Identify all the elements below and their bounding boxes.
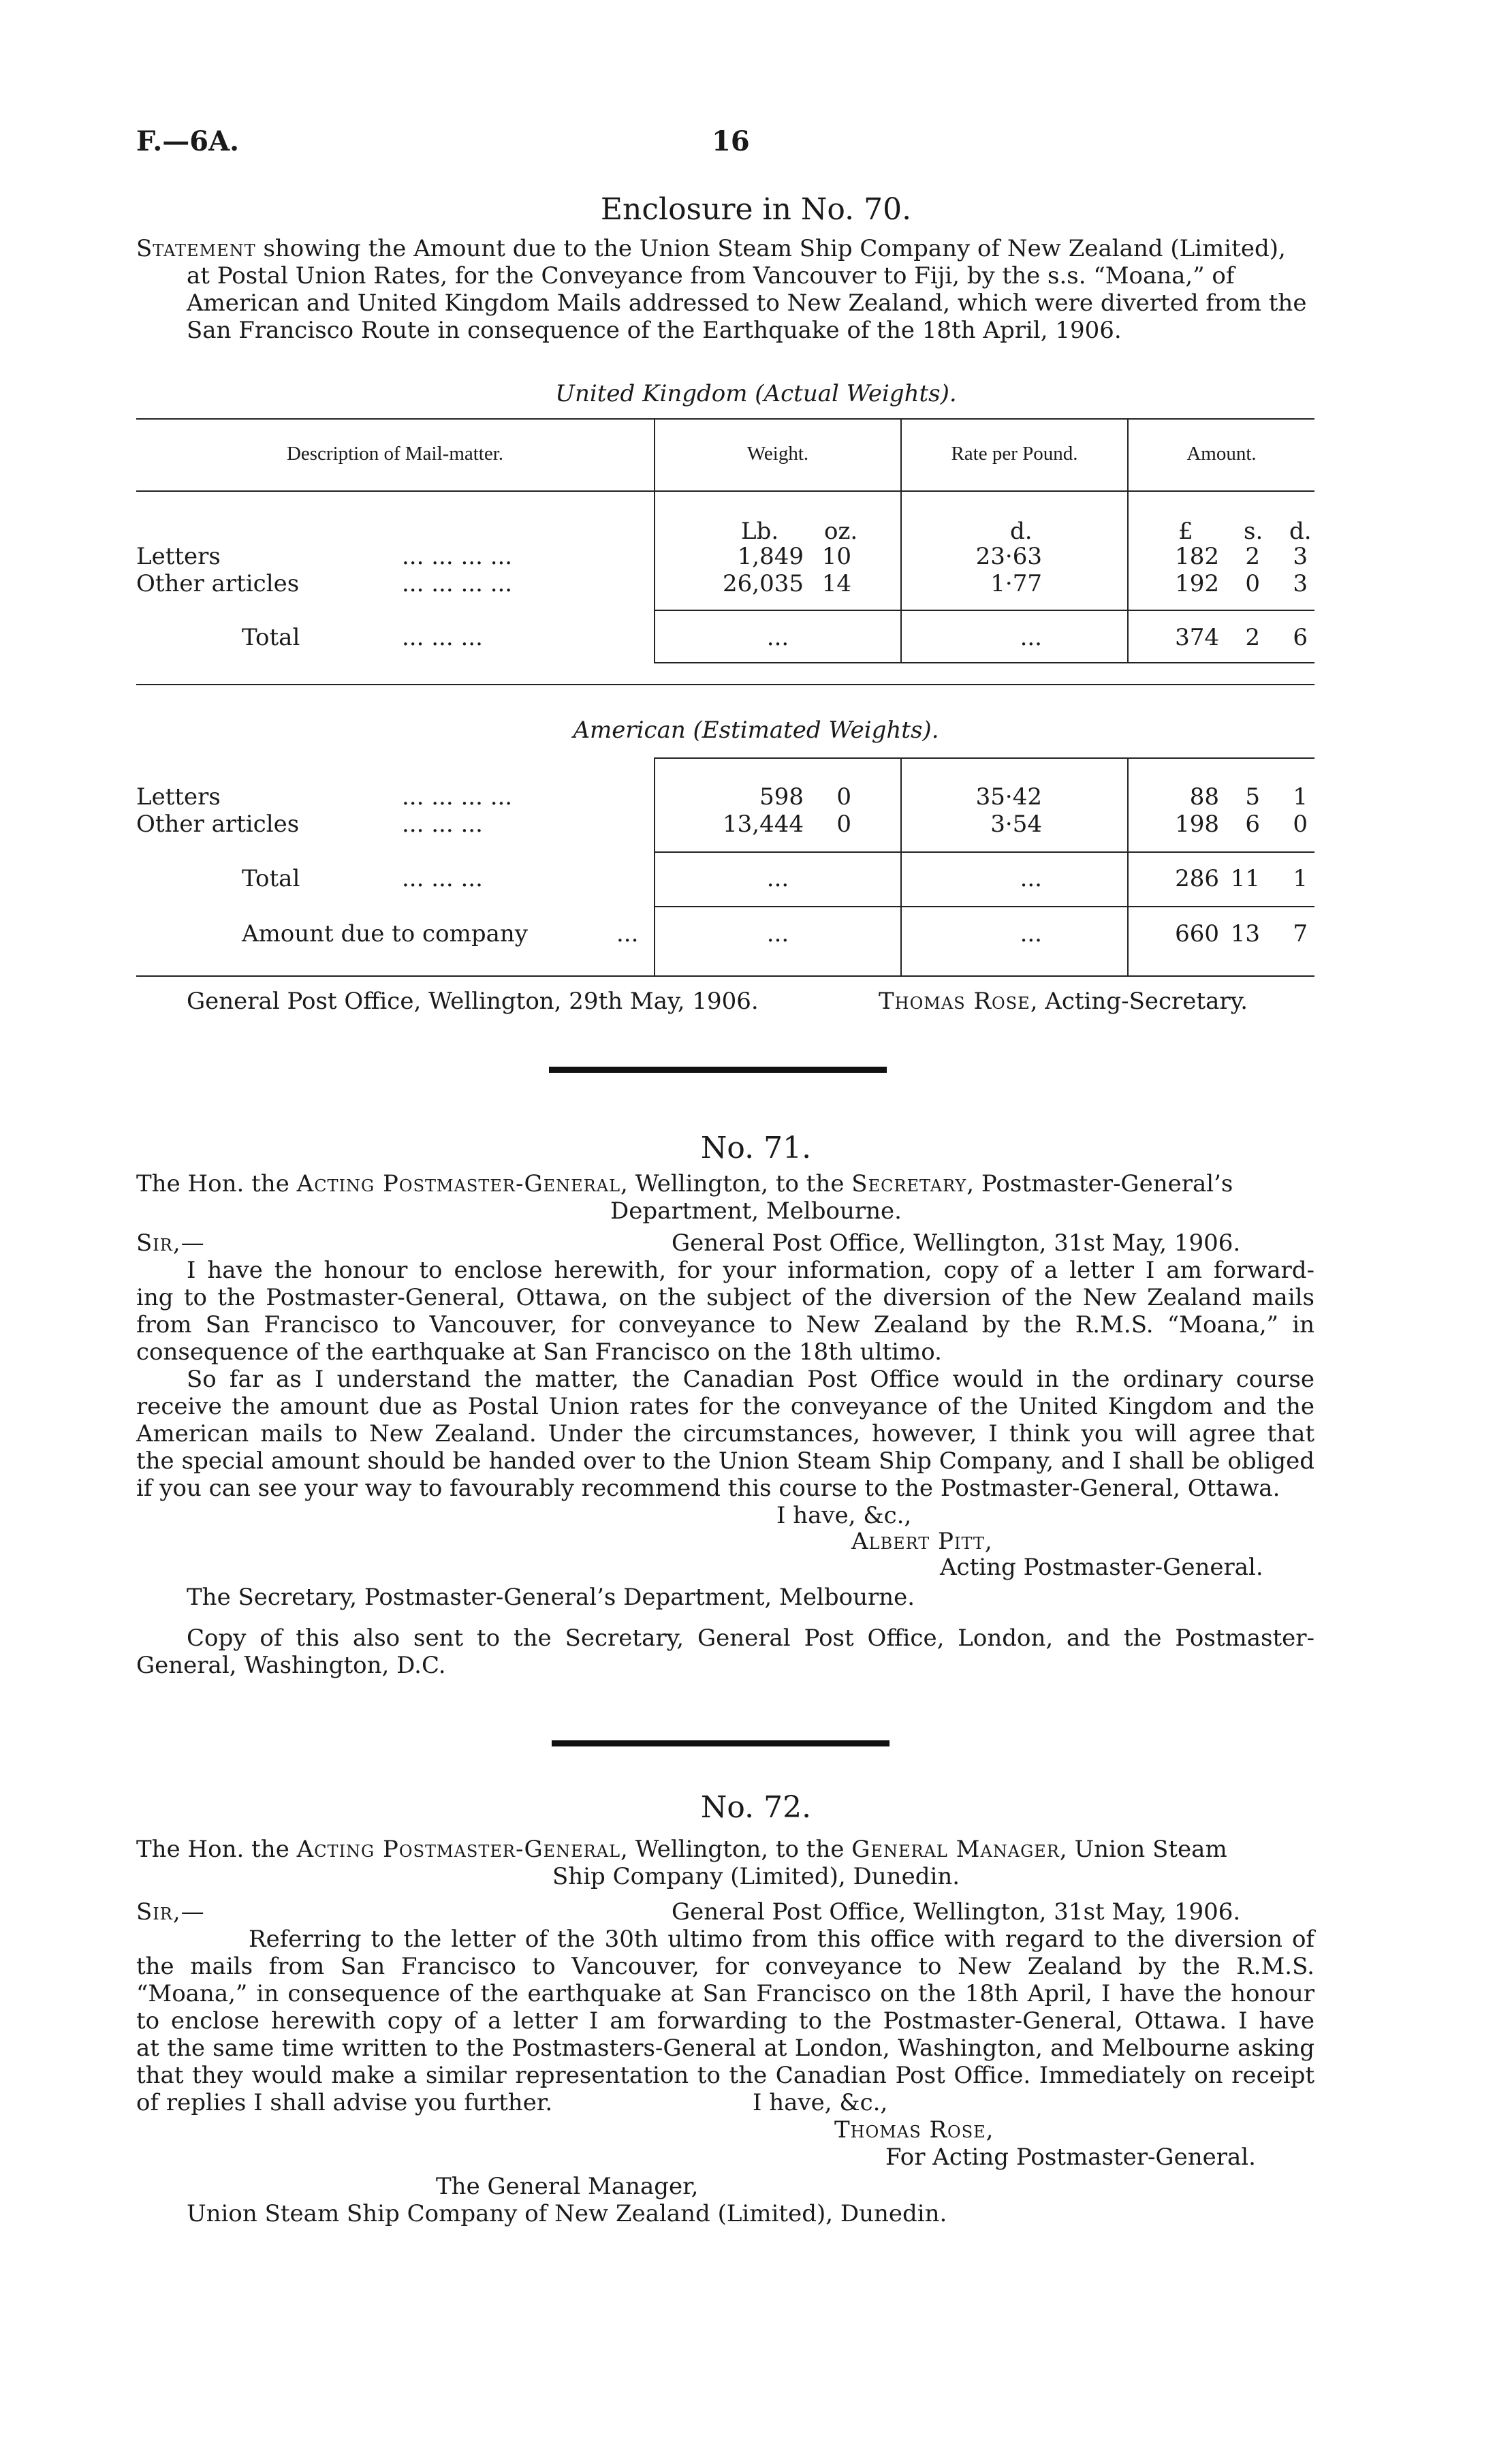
letter-71-p1-line-4: consequence of the earthquake at San Francisco on the 18th ultimo. (136, 1338, 942, 1366)
row-label: Amount due to company (242, 920, 528, 947)
letter-72-dateline: General Post Office, Wellington, 31st May, 1906. (672, 1898, 1241, 1926)
row-dots: ... ... ... ... (402, 543, 513, 570)
column-header-weight: Weight. (746, 443, 809, 465)
address-department: , Postmaster-General’s (966, 1170, 1233, 1197)
statement-line-4: San Francisco Route in consequence of the Earthquake of the 18th April, 1906. (187, 317, 1122, 344)
letter-71-p2-line-2: receive the amount due as Postal Union rates for the conveyance of the United Kingdom and the (136, 1393, 1314, 1420)
enclosure-place-date: General Post Office, Wellington, 29th May, 1906. (187, 988, 759, 1015)
unit-oz: oz. (824, 518, 858, 545)
amount-pence: 1 (1293, 865, 1308, 892)
amount-shillings: 2 (1245, 624, 1260, 651)
amount-pence: 7 (1293, 920, 1308, 947)
weight-lb: 1,849 (737, 543, 804, 570)
letter-71-copy-line-2: General, Washington, D.C. (136, 1652, 446, 1679)
uk-total-top-rule (654, 610, 1314, 611)
letter-72-signer-role: For Acting Postmaster-General. (885, 2144, 1256, 2171)
letter-71-dateline: General Post Office, Wellington, 31st May, 1906. (672, 1229, 1241, 1257)
row-label: Other articles (136, 811, 300, 838)
table-bottom-rule (136, 975, 1314, 977)
letter-72-number: No. 72. (700, 1790, 812, 1825)
amount-pence: 3 (1293, 543, 1308, 570)
row-label: Total (242, 865, 300, 892)
amount-pounds: 374 (1175, 624, 1219, 651)
row-dots: ... ... ... (402, 624, 483, 651)
column-header-rate: Rate per Pound. (951, 443, 1078, 465)
signatory-role: , Acting-Secretary. (1030, 988, 1248, 1015)
letter-71-number: No. 71. (700, 1131, 812, 1165)
letter-72-signer: Thomas Rose, (834, 2116, 994, 2144)
letter-72-p1-line-5: at the same time written to the Postmasters-General at London, Washington, and Melbourne asking (136, 2035, 1314, 2062)
letter-71-p2-line-1: So far as I understand the matter, the Canadian Post Office would in the ordinary course (187, 1366, 1314, 1393)
unit-pound: £ (1178, 518, 1193, 545)
letter-71-closing: I have, &c., (776, 1502, 912, 1529)
uk-total-bottom-rule (654, 662, 1314, 663)
enclosure-title: Enclosure in No. 70. (600, 192, 912, 227)
row-label: Total (242, 624, 300, 651)
table-top-rule (136, 418, 1314, 420)
col-divider-2-us (900, 757, 902, 975)
row-label: Other articles (136, 570, 300, 597)
amount-shillings: 11 (1230, 865, 1260, 892)
row-label: Letters (136, 783, 221, 811)
row-label: Letters (136, 543, 221, 570)
enclosure-signature (879, 988, 1248, 1015)
letter-72-p1-line-7: of replies I shall advise you further. (136, 2089, 553, 2116)
amount-pence: 0 (1293, 811, 1308, 838)
us-section-heading: American (Estimated Weights). (573, 717, 939, 744)
rate-total: ... (1020, 920, 1042, 947)
statement-line-3: American and United Kingdom Mails addressed to New Zealand, which were diverted from the (187, 289, 1307, 317)
letter-71-p2-line-5: if you can see your way to favourably recommend this course to the Postmaster-General, Ottawa. (136, 1475, 1280, 1502)
amount-shillings: 0 (1245, 570, 1260, 597)
weight-total: ... (766, 920, 789, 947)
rate-value: 23·63 (975, 543, 1042, 570)
address-sender: Acting Postmaster-General (296, 1170, 620, 1197)
unit-lb: Lb. (741, 518, 779, 545)
row-dots: ... ... ... ... (402, 783, 513, 811)
letter-71-p1-line-1: I have the honour to enclose herewith, for your information, copy of a letter I am forward- (187, 1257, 1314, 1284)
letter-72-address-line-1 (136, 1836, 1314, 1863)
weight-oz: 0 (836, 811, 851, 838)
statement-lead: Statement (136, 235, 256, 262)
uk-section-heading: United Kingdom (Actual Weights). (555, 380, 957, 407)
letter-71-p2-line-3: American mails to New Zealand. Under the circumstances, however, I think you will agree that (136, 1420, 1314, 1447)
amount-pounds: 286 (1175, 865, 1219, 892)
table-header-rule (136, 490, 1314, 492)
letter-72-p1-line-3: “Moana,” in consequence of the earthquake at San Francisco on the 18th April, I have the honour (136, 1980, 1314, 2007)
weight-oz: 14 (821, 570, 851, 597)
statement-line-2: at Postal Union Rates, for the Conveyance from Vancouver to Fiji, by the s.s. “Moana,” of (187, 262, 1235, 289)
letter-71-salutation: Sir,— (136, 1229, 205, 1257)
rate-value: 3·54 (990, 811, 1042, 838)
letter-72-address-line-2: Ship Company (Limited), Dunedin. (552, 1863, 960, 1890)
letter-72-p1-line-2: the mails from San Francisco to Vancouver, for conveyance to New Zealand by the R.M.S. (136, 1953, 1314, 1980)
amount-shillings: 2 (1245, 543, 1260, 570)
amount-shillings: 5 (1245, 783, 1260, 811)
letter-71-signer-role: Acting Postmaster-General. (940, 1554, 1263, 1581)
letter-71-p2-line-4: the special amount should be handed over to the Union Steam Ship Company, and I shall be obliged (136, 1447, 1314, 1475)
amount-pounds: 88 (1189, 783, 1219, 811)
statement-line-1 (136, 235, 1314, 262)
letter-72-p1-line-4: to enclose herewith copy of a letter I am forwarding to the Postmaster-General, Ottawa. I have (136, 2007, 1314, 2035)
section-divider (549, 1067, 887, 1073)
signatory-name: Thomas Rose (879, 988, 1030, 1015)
address-connector: , Wellington, to the (620, 1170, 845, 1197)
rate-total: ... (1020, 624, 1042, 651)
amount-pounds: 198 (1175, 811, 1219, 838)
col-divider-3-us (1127, 757, 1129, 975)
letter-71-address-line-2: Department, Melbourne. (610, 1197, 902, 1225)
statement-line-1-text: showing the Amount due to the Union Steam Ship Company of New Zealand (Limited), (263, 235, 1286, 262)
letter-71-signer: Albert Pitt, (851, 1528, 993, 1555)
letter-71-recipient: The Secretary, Postmaster-General’s Department, Melbourne. (187, 1584, 915, 1611)
letter-72-salutation: Sir,— (136, 1898, 205, 1926)
unit-d: d. (1010, 518, 1033, 545)
weight-total: ... (766, 624, 789, 651)
amount-shillings: 6 (1245, 811, 1260, 838)
amount-pounds: 182 (1175, 543, 1219, 570)
column-header-description: Description of Mail-matter. (286, 443, 504, 465)
letter-71-p1-line-3: from San Francisco to Vancouver, for conveyance to New Zealand by the R.M.S. “Moana,” in (136, 1311, 1314, 1338)
address-recipient: General Manager (851, 1836, 1060, 1863)
row-dots: ... ... ... (402, 811, 483, 838)
address-company: , Union Steam (1059, 1836, 1227, 1863)
document-reference: F.—6A. (136, 125, 240, 157)
row-dots: ... (616, 920, 639, 947)
uk-section-end-rule (136, 684, 1314, 685)
us-total-bottom-rule (654, 906, 1314, 907)
weight-lb: 598 (759, 783, 804, 811)
weight-oz: 0 (836, 783, 851, 811)
column-header-amount: Amount. (1186, 443, 1257, 465)
amount-pence: 6 (1293, 624, 1308, 651)
weight-lb: 13,444 (723, 811, 804, 838)
address-prefix: The Hon. the (136, 1170, 289, 1197)
page-number: 16 (712, 125, 750, 157)
letter-71-address-line-1 (136, 1170, 1314, 1197)
weight-total: ... (766, 865, 789, 892)
weight-lb: 26,035 (723, 570, 804, 597)
row-dots: ... ... ... ... (402, 570, 513, 597)
unit-s: s. (1244, 518, 1263, 545)
letter-72-p1-line-1: Referring to the letter of the 30th ultimo from this office with regard to the diversion of (249, 1926, 1314, 1953)
amount-pence: 3 (1293, 570, 1308, 597)
row-dots: ... ... ... (402, 865, 483, 892)
amount-pounds: 192 (1175, 570, 1219, 597)
weight-oz: 10 (821, 543, 851, 570)
address-prefix: The Hon. the (136, 1836, 289, 1863)
address-recipient: Secretary (851, 1170, 967, 1197)
letter-72-closing: I have, &c., (753, 2089, 888, 2116)
us-section-top-rule (654, 757, 1314, 759)
letter-72-p1-line-6: that they would make a similar representation to the Canadian Post Office. Immediately on receipt (136, 2062, 1314, 2089)
section-divider (552, 1740, 889, 1746)
amount-pounds: 660 (1175, 920, 1219, 947)
letter-72-recipient-line-2: Union Steam Ship Company of New Zealand (Limited), Dunedin. (187, 2200, 947, 2227)
rate-value: 35·42 (975, 783, 1042, 811)
rate-total: ... (1020, 865, 1042, 892)
amount-shillings: 13 (1230, 920, 1260, 947)
letter-71-copy-line-1: Copy of this also sent to the Secretary, General Post Office, London, and the Postmaster- (187, 1625, 1314, 1652)
rate-value: 1·77 (990, 570, 1042, 597)
unit-dd: d. (1289, 518, 1312, 545)
address-connector: , Wellington, to the (620, 1836, 845, 1863)
letter-71-p1-line-2: ing to the Postmaster-General, Ottawa, on the subject of the diversion of the New Zealand mails (136, 1284, 1314, 1311)
letter-72-recipient-line-1: The General Manager, (436, 2173, 699, 2200)
us-total-top-rule (654, 851, 1314, 853)
amount-pence: 1 (1293, 783, 1308, 811)
address-sender: Acting Postmaster-General (296, 1836, 620, 1863)
